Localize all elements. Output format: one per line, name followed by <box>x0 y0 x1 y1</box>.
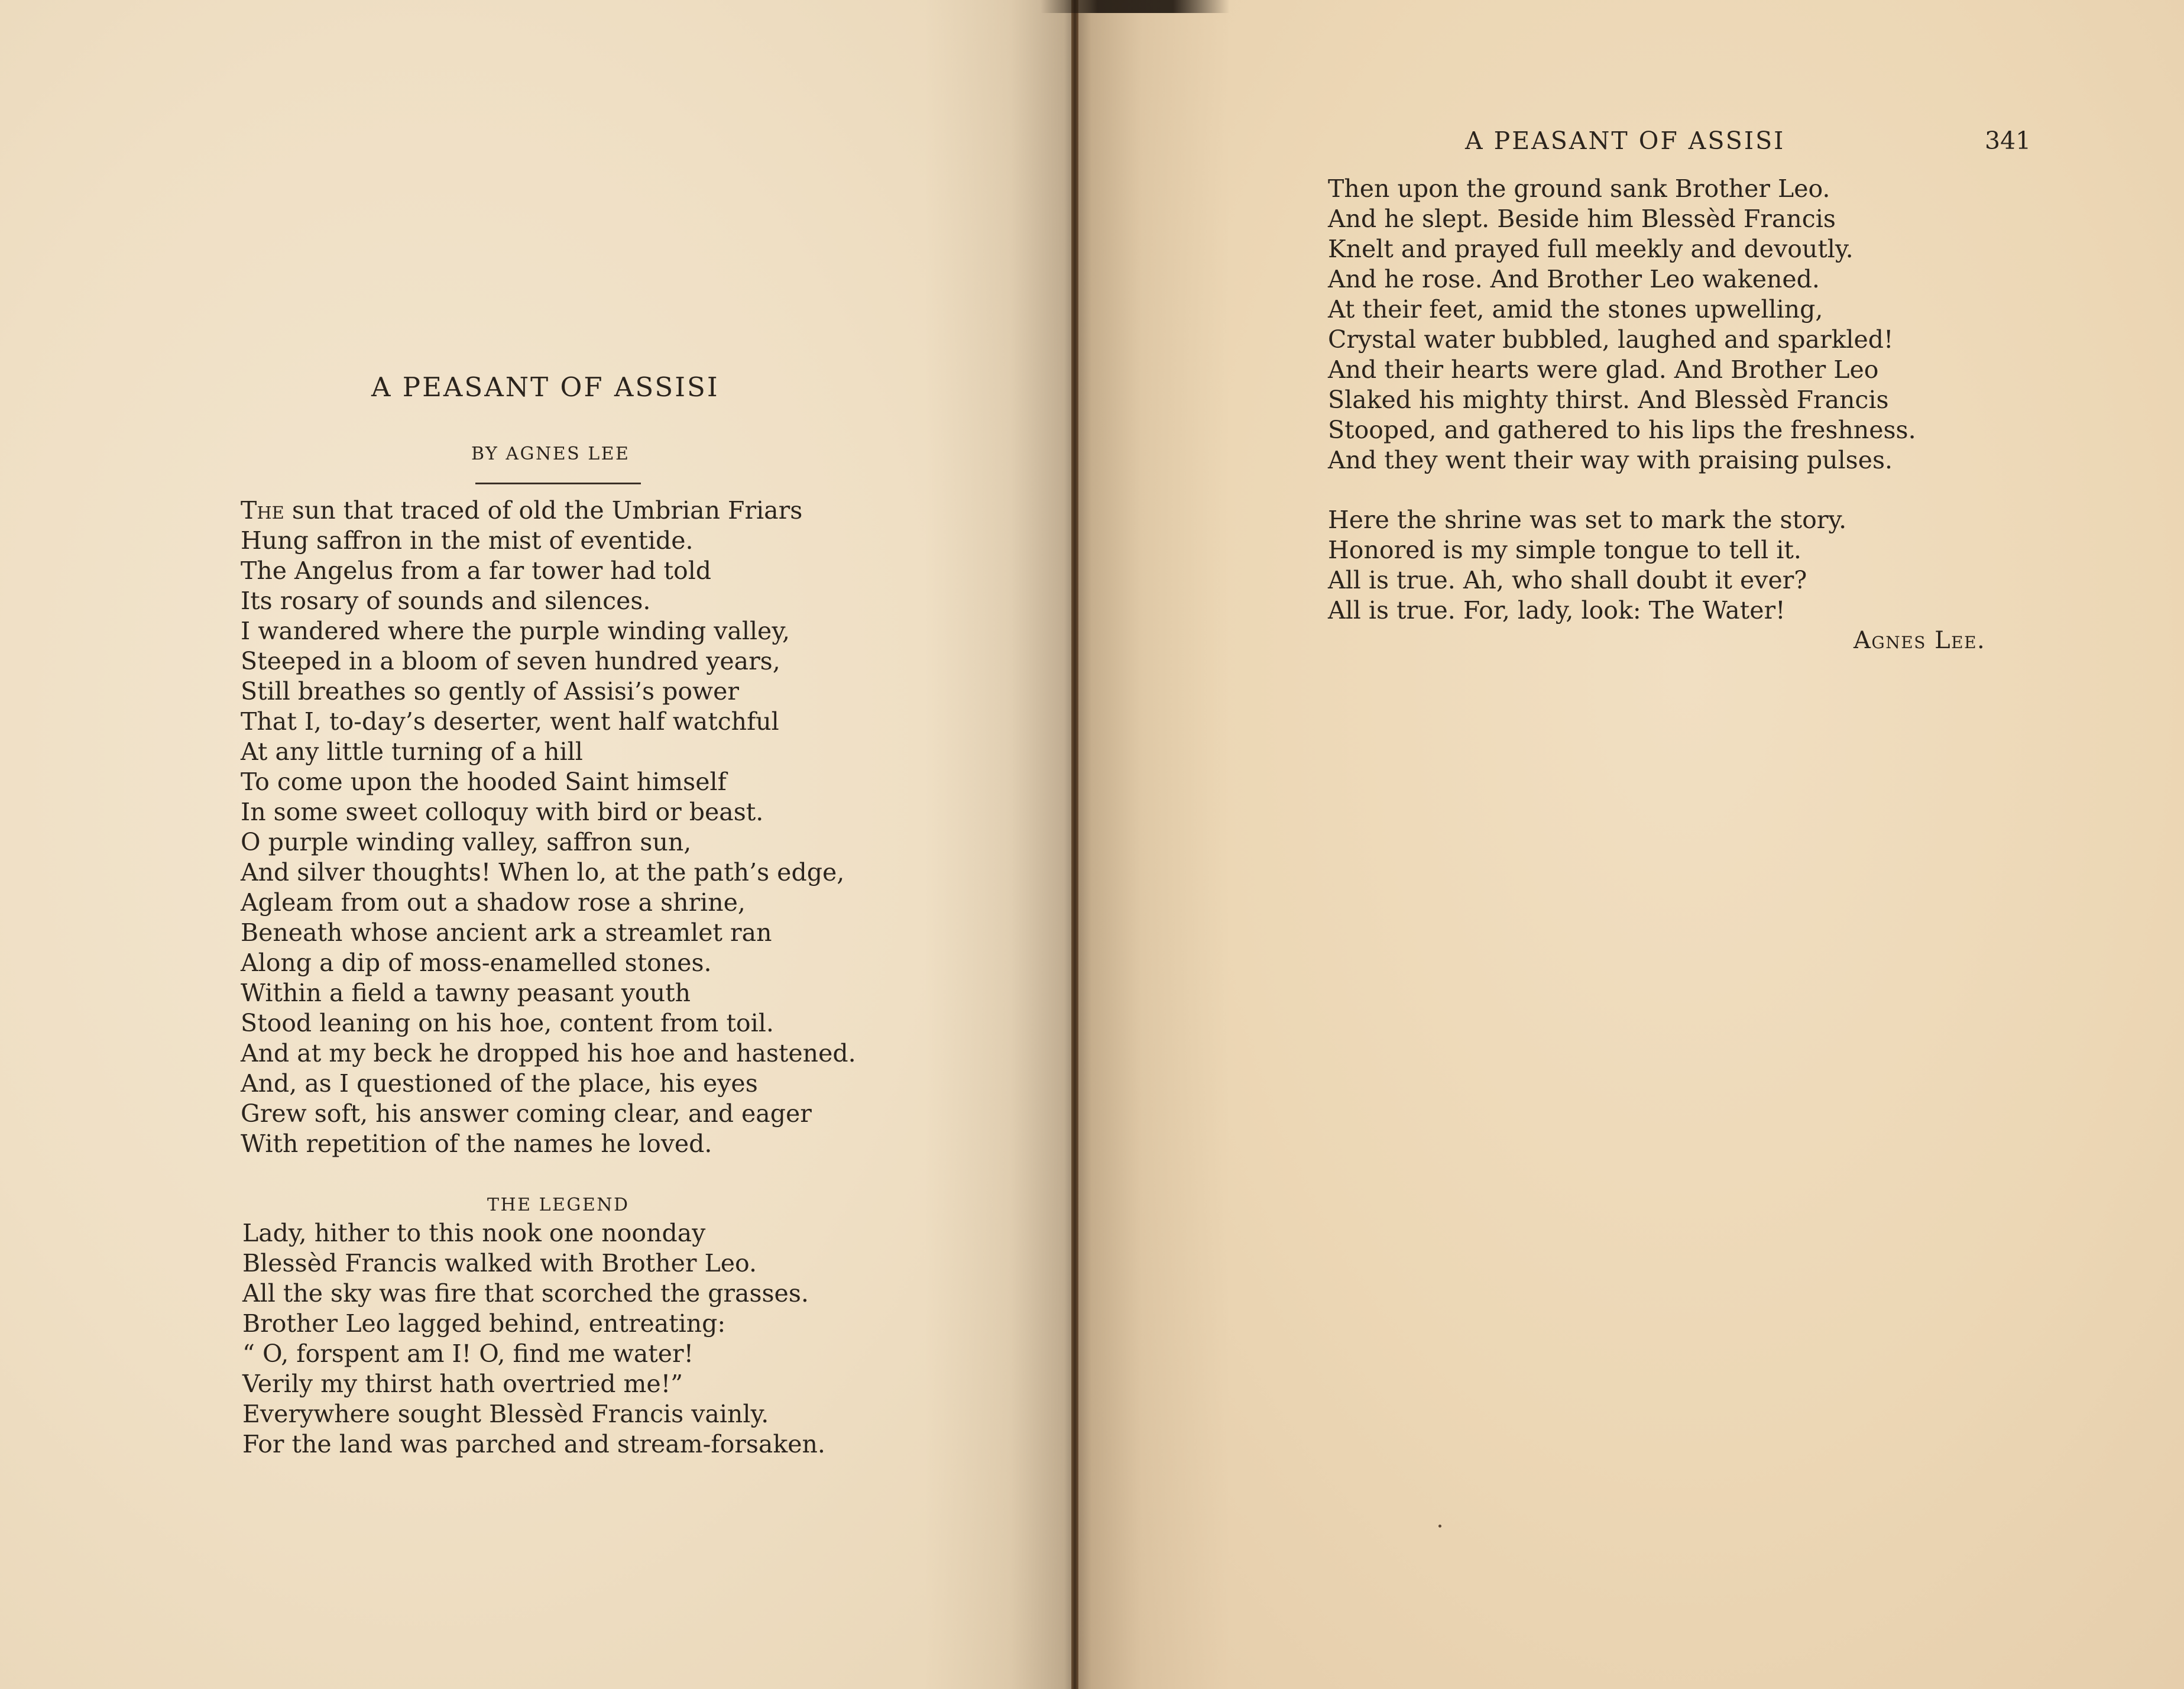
poem-line: Along a dip of moss-enamelled stones. <box>241 949 712 977</box>
poem-line: Everywhere sought Blessèd Francis vainly. <box>242 1400 769 1428</box>
poem-line: Crystal water bubbled, laughed and sparkled! <box>1328 325 1894 354</box>
book-gutter <box>1071 0 1078 1689</box>
binding-edge <box>1041 0 1230 13</box>
poem-line: At any little turning of a hill <box>241 737 583 766</box>
poem-line: At their feet, amid the stones upwelling, <box>1328 295 1823 323</box>
right-page <box>1075 0 2184 1689</box>
poem-line: Within a field a tawny peasant youth <box>241 979 691 1007</box>
poem-line: Brother Leo lagged behind, entreating: <box>242 1309 726 1338</box>
poem-line: Knelt and prayed full meekly and devoutly. <box>1328 235 1854 263</box>
poem-line: All is true. Ah, who shall doubt it ever? <box>1328 566 1807 594</box>
poem-line: All is true. For, lady, look: The Water! <box>1328 596 1786 625</box>
poem-line: Beneath whose ancient ark a streamlet ran <box>241 918 772 947</box>
poem-line: And he slept. Beside him Blessèd Francis <box>1328 205 1836 233</box>
poem-title: A PEASANT OF ASSISI <box>371 371 720 403</box>
poem-line: With repetition of the names he loved. <box>241 1130 712 1158</box>
poem-line: The Angelus from a far tower had told <box>241 556 712 585</box>
poem-line: Stood leaning on his hoe, content from toil. <box>241 1009 774 1037</box>
drop-word: The <box>241 496 284 525</box>
poem-line: Here the shrine was set to mark the story. <box>1328 506 1847 534</box>
author-signature: Agnes Lee. <box>1854 627 1986 654</box>
poem-line: Agleam from out a shadow rose a shrine, <box>241 888 746 917</box>
poem-line: Still breathes so gently of Assisi’s power <box>241 677 740 706</box>
poem-line: For the land was parched and stream-forsaken. <box>242 1430 825 1458</box>
left-page <box>0 0 1075 1689</box>
poem-line: Verily my thirst hath overtried me!” <box>242 1370 683 1398</box>
first-line-text: sun that traced of old the Umbrian Friars <box>284 496 803 525</box>
poem-line: In some sweet colloquy with bird or beast. <box>241 798 764 826</box>
poem-line: Stooped, and gathered to his lips the freshness. <box>1328 416 1916 444</box>
poem-line: Then upon the ground sank Brother Leo. <box>1328 174 1830 203</box>
poem-line: Slaked his mighty thirst. And Blessèd Francis <box>1328 386 1889 414</box>
poem-line: And at my beck he dropped his hoe and hastened. <box>241 1039 856 1067</box>
legend-stanza-right <box>1328 174 1916 475</box>
poem-line: Its rosary of sounds and silences. <box>241 587 651 615</box>
poem-line: And he rose. And Brother Leo wakened. <box>1328 265 1820 293</box>
closing-stanza <box>1328 505 1846 626</box>
poem-line: “ O, forspent am I! O, find me water! <box>242 1339 694 1368</box>
poem-line: And, as I questioned of the place, his eyes <box>241 1069 758 1098</box>
poem-line <box>241 496 856 526</box>
page-number: 341 <box>1985 127 2031 155</box>
poem-line: That I, to-day’s deserter, went half watchful <box>241 707 779 736</box>
byline: BY AGNES LEE <box>471 444 630 464</box>
poem-line: Grew soft, his answer coming clear, and eager <box>241 1099 812 1128</box>
poem-line: And they went their way with praising pulses. <box>1328 446 1893 474</box>
paper-speck <box>1438 1525 1441 1528</box>
title-rule <box>475 483 641 484</box>
poem-line: Hung saffron in the mist of eventide. <box>241 526 694 555</box>
poem-line: All the sky was fire that scorched the grasses. <box>242 1279 809 1308</box>
running-head: A PEASANT OF ASSISI <box>1465 127 1786 155</box>
poem-line: Lady, hither to this nook one noonday <box>242 1219 706 1247</box>
poem-line: Honored is my simple tongue to tell it. <box>1328 536 1801 564</box>
poem-line: To come upon the hooded Saint himself <box>241 768 727 796</box>
poem-line: I wandered where the purple winding valley, <box>241 617 790 645</box>
intro-stanza <box>241 496 856 1159</box>
legend-heading: THE LEGEND <box>487 1195 630 1215</box>
poem-line: And silver thoughts! When lo, at the path’s edge, <box>241 858 845 886</box>
poem-line: And their hearts were glad. And Brother Leo <box>1328 355 1879 384</box>
poem-line: Blessèd Francis walked with Brother Leo. <box>242 1249 757 1277</box>
legend-stanza-left <box>242 1218 825 1460</box>
poem-line: O purple winding valley, saffron sun, <box>241 828 692 856</box>
poem-line: Steeped in a bloom of seven hundred years, <box>241 647 780 675</box>
